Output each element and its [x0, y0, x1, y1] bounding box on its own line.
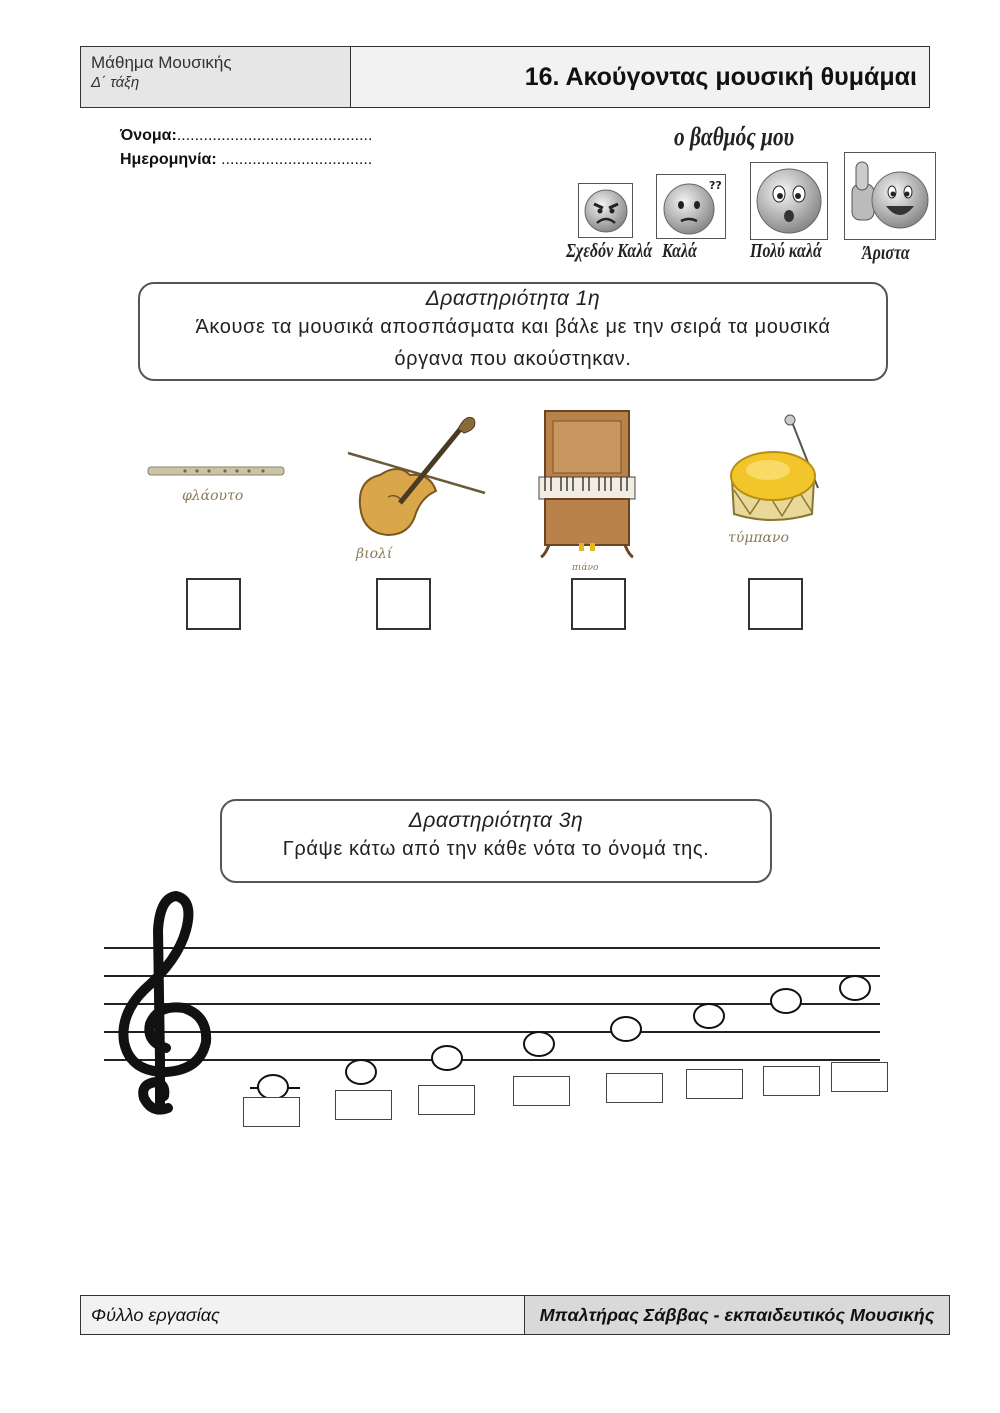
- header-title-cell: [351, 47, 929, 107]
- name-label: Όνομα:: [120, 127, 177, 144]
- note-b4: [771, 989, 801, 1013]
- header-subject-cell: [81, 47, 351, 107]
- note-e4: [432, 1046, 462, 1070]
- confused-face-icon: [656, 174, 726, 239]
- activity1-heading: Δραστηριότητα 1η: [425, 287, 601, 310]
- drum-icon: [720, 410, 835, 530]
- note-c5: [840, 976, 870, 1000]
- name-row: [120, 124, 372, 148]
- note-name-box[interactable]: [335, 1090, 392, 1120]
- note-name-box[interactable]: [686, 1069, 743, 1099]
- footer-left-label: Φύλλο εργασίας: [81, 1296, 524, 1334]
- violin-icon: [340, 405, 490, 545]
- note-name-box[interactable]: [831, 1062, 888, 1092]
- order-answer-box-piano[interactable]: [571, 578, 626, 630]
- activity1-text-line1: Άκουσε τα μουσικά αποσπάσματα και βάλε με την σειρά τα μουσικά: [195, 316, 831, 338]
- note-name-box[interactable]: [243, 1097, 300, 1127]
- note-name-box[interactable]: [763, 1066, 820, 1096]
- note-name-box[interactable]: [606, 1073, 663, 1103]
- footer-bar: [80, 1295, 950, 1335]
- order-answer-box-flute[interactable]: [186, 578, 241, 630]
- date-field[interactable]: ..................................: [216, 151, 373, 168]
- note-g4: [611, 1017, 641, 1041]
- grade-level-label: Άριστα: [862, 242, 910, 264]
- note-a4: [694, 1004, 724, 1028]
- footer-author-label: Μπαλτήρας Σάββας - εκπαιδευτικός Μουσικής: [524, 1296, 949, 1334]
- instrument-label-piano: πιάνο: [572, 563, 599, 573]
- page-title: 16. Ακούγοντας μουσική θυμάμαι: [524, 62, 917, 91]
- header-bar: [80, 46, 930, 108]
- activity3-text: Γράψε κάτω από την κάθε νότα το όνομά της.: [282, 838, 710, 860]
- subject-label: Μάθημα Μουσικής: [91, 53, 232, 72]
- treble-clef-icon: [123, 896, 206, 1110]
- date-row: [120, 148, 372, 172]
- grade-label: Δ΄ τάξη: [91, 74, 140, 91]
- flute-icon: [145, 445, 290, 515]
- grade-level-label: Πολύ καλά: [750, 240, 822, 262]
- instrument-label-violin: βιολί: [356, 546, 393, 562]
- piano-icon: [535, 405, 640, 565]
- grade-level-label: Σχεδόν Καλά: [566, 240, 653, 262]
- note-d4: [346, 1060, 376, 1084]
- instrument-label-flute: φλάουτο: [182, 488, 244, 504]
- activity1-box: [138, 282, 888, 381]
- thumbs-up-face-icon: [844, 152, 936, 240]
- grade-level-label: Καλά: [662, 240, 697, 262]
- angry-face-icon: [578, 183, 633, 238]
- activity1-text-line2: όργανα που ακούστηκαν.: [394, 348, 632, 370]
- note-name-box[interactable]: [513, 1076, 570, 1106]
- surprised-face-icon: [750, 162, 828, 240]
- activity3-box: [220, 799, 772, 883]
- music-staff: [100, 890, 900, 1140]
- instrument-label-drum: τύμπανο: [728, 530, 789, 546]
- student-info: [120, 124, 372, 172]
- date-label: Ημερομηνία:: [120, 151, 217, 168]
- grade-title: ο βαθμός μου: [674, 122, 795, 151]
- svg-text:??: ??: [709, 178, 722, 192]
- order-answer-box-violin[interactable]: [376, 578, 431, 630]
- name-field[interactable]: ............................................: [176, 127, 373, 144]
- order-answer-box-drum[interactable]: [748, 578, 803, 630]
- note-name-box[interactable]: [418, 1085, 475, 1115]
- note-f4: [524, 1032, 554, 1056]
- note-c4: [258, 1075, 288, 1099]
- activity3-heading: Δραστηριότητα 3η: [408, 809, 584, 832]
